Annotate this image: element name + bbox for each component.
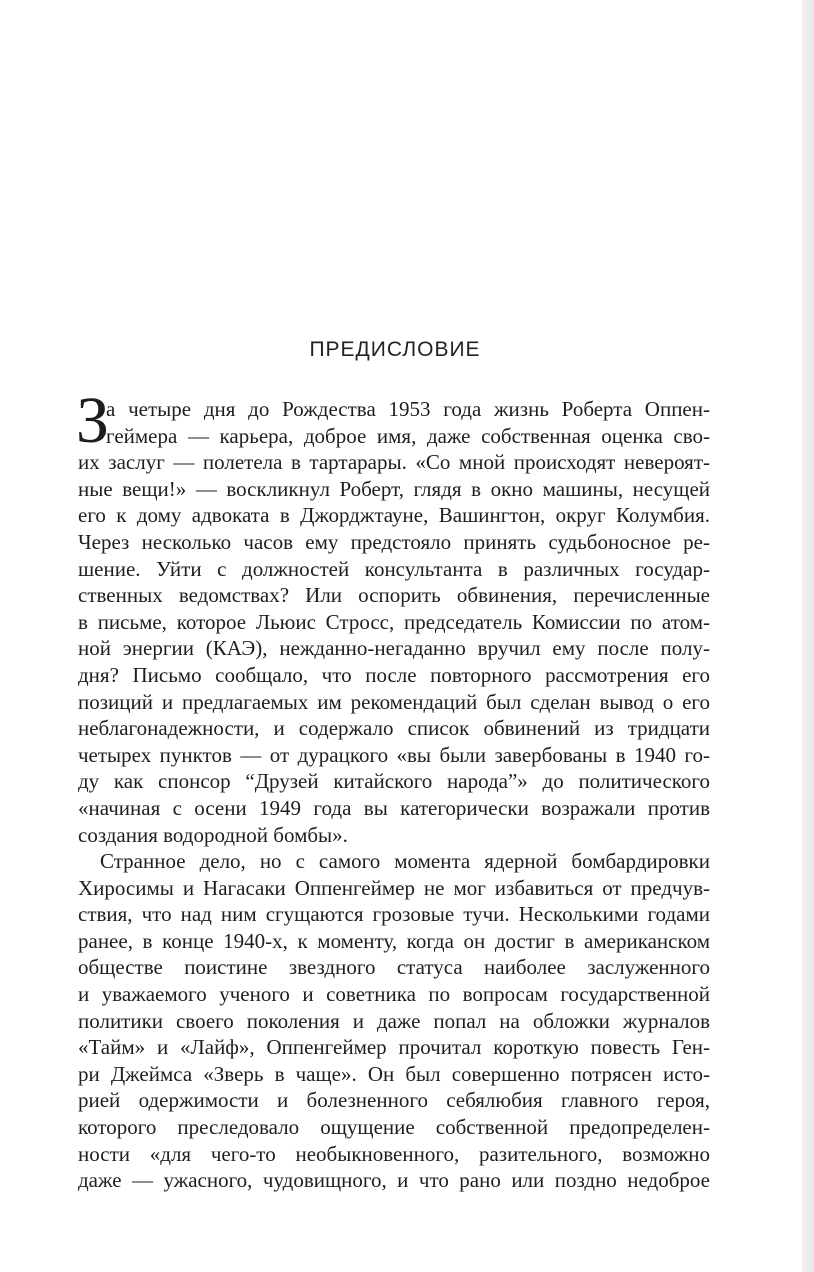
text-line: и уважаемого ученого и советника по вопросам государственной — [78, 982, 710, 1007]
text-line: ственных ведомствах? Или оспорить обвинения, перечисленные — [78, 583, 710, 608]
text-line: Странное дело, но с самого момента ядерной бомбардировки — [100, 849, 710, 874]
text-line: «начиная с осени 1949 года вы категорически возражали против — [78, 795, 710, 820]
text-line: позиций и предлагаемых им рекомендаций был сделан вывод о его — [78, 689, 710, 714]
paragraph-1 — [76, 384, 710, 848]
page-edge-shadow — [802, 0, 814, 1272]
body-text — [76, 384, 710, 1194]
text-line: которого преследовало ощущение собственной предопределен- — [78, 1115, 710, 1140]
text-line: ду как спонсор “Друзей китайского народа”» до политического — [78, 769, 710, 794]
text-line: ранее, в конце 1940-х, к моменту, когда он достиг в американском — [78, 928, 710, 953]
text-line: ной энергии (КАЭ), нежданно-негаданно вручил ему после полу- — [78, 636, 710, 661]
text-line: неблагонадежности, и содержало список обвинений из тридцати — [78, 716, 710, 741]
text-line: их заслуг — полетела в тартарары. «Со мной происходят невероят- — [78, 450, 710, 475]
paragraph-2 — [78, 848, 710, 1194]
text-line: а четыре дня до Рождества 1953 года жизнь Роберта Оппен- — [106, 397, 710, 421]
text-line: Хиросимы и Нагасаки Оппенгеймер не мог избавиться от предчув- — [78, 875, 710, 900]
text-line: четырех пунктов — от дурацкого «вы были завербованы в 1940 го- — [78, 742, 710, 767]
text-line: даже — ужасного, чудовищного, и что рано или поздно недоброе — [78, 1168, 710, 1193]
text-line: рией одержимости и болезненного себялюбия главного героя, — [78, 1088, 710, 1113]
text-line: шение. Уйти с должностей консультанта в различных государ- — [78, 556, 710, 581]
text-line: дня? Письмо сообщало, что после повторного рассмотрения его — [78, 662, 710, 687]
text-line: его к дому адвоката в Джорджтауне, Вашингтон, округ Колумбия. — [78, 503, 710, 528]
drop-cap: З — [76, 384, 110, 457]
text-line: обществе поистине звездного статуса наиболее заслуженного — [78, 955, 710, 980]
text-line: в письме, которое Льюис Стросс, председатель Комиссии по атом- — [78, 609, 710, 634]
text-line: ные вещи!» — воскликнул Роберт, глядя в окно машины, несущей — [78, 476, 710, 501]
text-line: «Тайм» и «Лайф», Оппенгеймер прочитал короткую повесть Ген- — [78, 1035, 710, 1060]
text-line: ности «для чего-то необыкновенного, разительного, возможно — [78, 1141, 710, 1166]
text-line: ствия, что над ним сгущаются грозовые тучи. Несколькими годами — [78, 902, 710, 927]
text-line: политики своего поколения и даже попал на обложки журналов — [78, 1008, 710, 1033]
text-line: ри Джеймса «Зверь в чаще». Он был совершенно потрясен исто- — [78, 1061, 710, 1086]
text-line: геймера — карьера, доброе имя, даже собственная оценка сво- — [106, 423, 710, 448]
text-line: создания водородной бомбы». — [78, 822, 348, 847]
text-line: Через несколько часов ему предстояло принять судьбоносное ре- — [78, 529, 710, 554]
chapter-title: ПРЕДИСЛОВИЕ — [309, 338, 481, 361]
